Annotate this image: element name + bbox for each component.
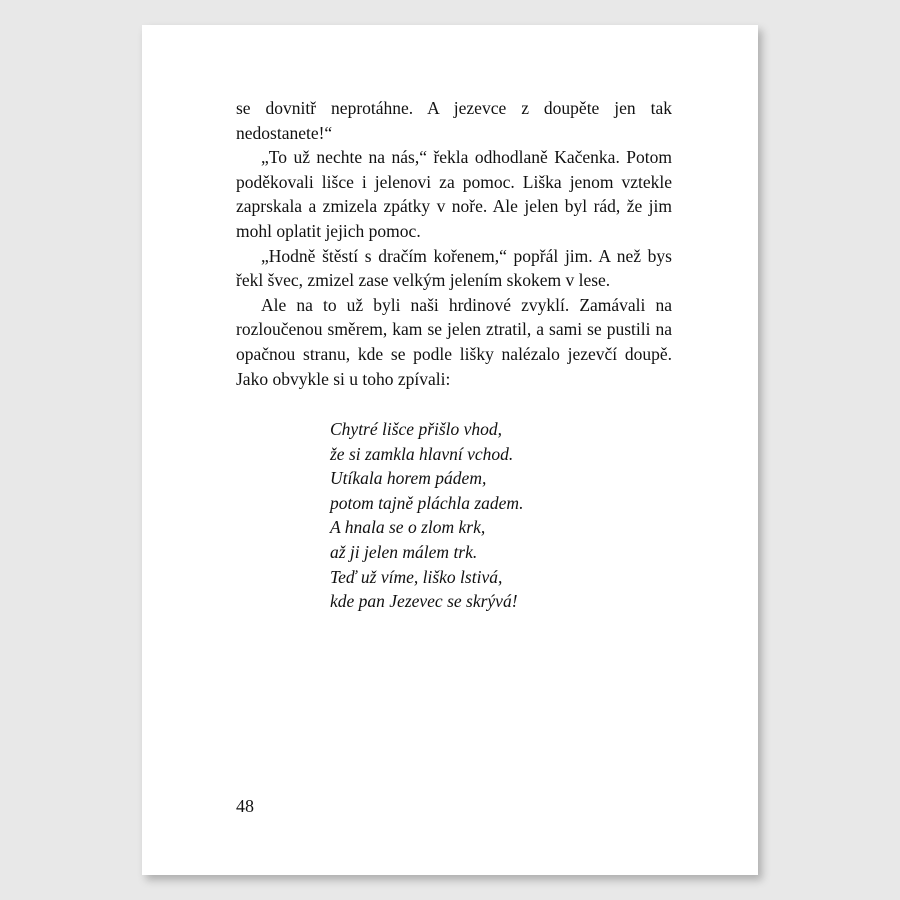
paragraph: „Hodně štěstí s dračím kořenem,“ popřál jim. A než bys řekl švec, zmizel zase velkým jelením skokem v lese. (236, 245, 672, 291)
verse-line: že si zamkla hlavní vchod. (330, 443, 514, 464)
verse-line: až ji jelen málem trk. (330, 541, 478, 562)
paragraph: Ale na to už byli naši hrdinové zvyklí. Zamávali na rozloučenou směrem, kam se jelen ztratil, a sami se pustili na opačnou stranu, kde se podle lišky nalézalo jezevčí doupě. Jako obvykle si u toho zpívali: (236, 294, 672, 389)
verse-line: kde pan Jezevec se skrývá! (330, 591, 518, 612)
paragraph: „To už nechte na nás,“ řekla odhodlaně Kačenka. Potom poděkovali lišce i jelenovi za pomoc. Liška jenom vztekle zaprskala a zmizela zpátky v noře. Ale jelen byl rád, že jim mohl oplatit jejich pomoc. (236, 147, 672, 241)
verse-line: Utíkala horem pádem, (330, 468, 487, 489)
verse-line: Chytré lišce přišlo vhod, (330, 419, 503, 439)
paragraph-continuation: se dovnitř neprotáhne. A jezevce z doupěte jen tak nedostanete!“ (236, 98, 672, 143)
verse-line: A hnala se o zlom krk, (330, 517, 486, 538)
page-number: 48 (236, 796, 254, 816)
verse-line: potom tajně pláchla zadem. (330, 492, 524, 513)
book-page (142, 25, 758, 875)
poem-verse (330, 417, 523, 614)
body-text (236, 96, 672, 391)
verse-line: Teď už víme, liško lstivá, (330, 566, 503, 587)
